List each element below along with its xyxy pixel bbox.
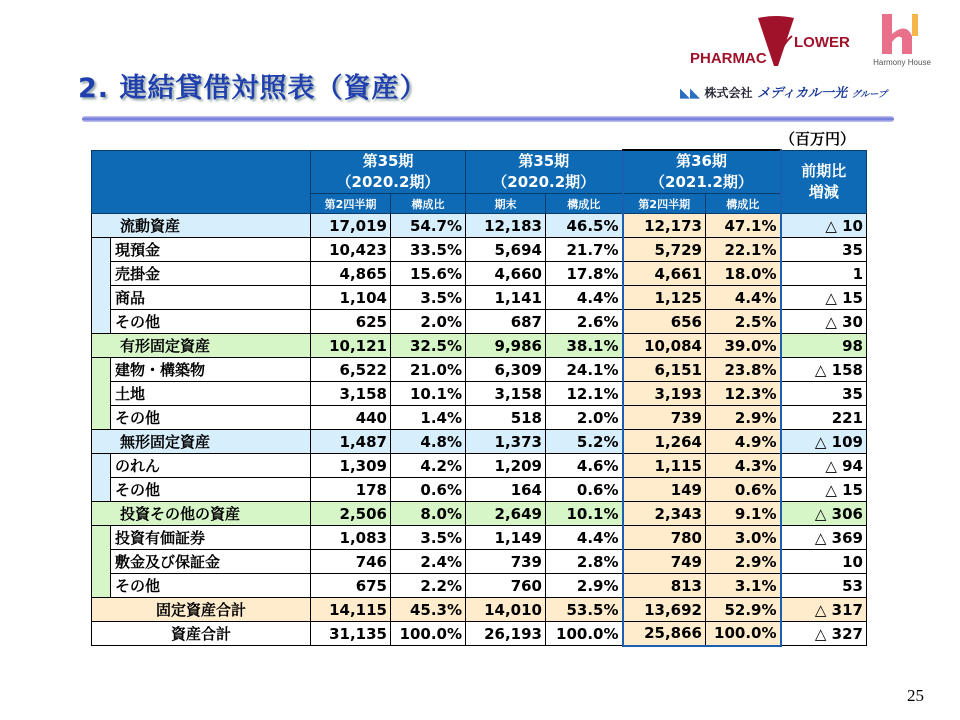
medical-ikkou-logo: ◣◣ 株式会社 メディカル一光 グループ	[680, 86, 887, 101]
group-strip	[92, 382, 111, 406]
cell-value: 221	[781, 406, 867, 430]
cell-value: 6,151	[623, 358, 706, 382]
row-label: その他	[111, 406, 311, 430]
table-row	[92, 550, 867, 574]
cell-value: 24.1%	[546, 358, 623, 382]
header-sub: 第2四半期	[623, 194, 706, 214]
cell-value: 2,649	[466, 502, 546, 526]
cell-value: 14,115	[311, 598, 391, 622]
cell-value: 0.6%	[391, 478, 466, 502]
section-label: 流動資産	[92, 214, 311, 238]
cell-value: △ 30	[781, 310, 867, 334]
logo-text-right: LOWER	[794, 34, 850, 51]
cell-value: △ 306	[781, 502, 867, 526]
cell-value: 2.6%	[546, 310, 623, 334]
cell-value: 6,522	[311, 358, 391, 382]
cell-value: 2.0%	[546, 406, 623, 430]
table-row	[92, 334, 867, 358]
row-label: その他	[111, 310, 311, 334]
group-strip	[92, 550, 111, 574]
header-sub: 構成比	[546, 194, 623, 214]
cell-value: 1,264	[623, 430, 706, 454]
cell-value: 780	[623, 526, 706, 550]
cell-value: 4.9%	[706, 430, 781, 454]
group-strip	[92, 262, 111, 286]
cell-value: 2,506	[311, 502, 391, 526]
cell-value: 10.1%	[391, 382, 466, 406]
cell-value: 749	[623, 550, 706, 574]
table-row	[92, 262, 867, 286]
cell-value: 2.2%	[391, 574, 466, 598]
row-label: 売掛金	[111, 262, 311, 286]
cell-value: 10,121	[311, 334, 391, 358]
table-row	[92, 502, 867, 526]
harmony-h-icon	[872, 14, 932, 58]
cell-value: △ 158	[781, 358, 867, 382]
cell-value: 10.1%	[546, 502, 623, 526]
cell-value: △ 369	[781, 526, 867, 550]
cell-value: 14,010	[466, 598, 546, 622]
cell-value: △ 10	[781, 214, 867, 238]
group-strip	[92, 454, 111, 478]
cell-value: 22.1%	[706, 238, 781, 262]
cell-value: 687	[466, 310, 546, 334]
cell-value: 12.1%	[546, 382, 623, 406]
header-period-1: 第35期 （2020.2期）	[311, 150, 466, 194]
cell-value: 3.5%	[391, 286, 466, 310]
cell-value: 15.6%	[391, 262, 466, 286]
page-number: 25	[907, 686, 924, 705]
cell-value: 739	[623, 406, 706, 430]
cell-value: 3.0%	[706, 526, 781, 550]
cell-value: 47.1%	[706, 214, 781, 238]
cell-value: 5,694	[466, 238, 546, 262]
group-strip	[92, 526, 111, 550]
cell-value: 2.5%	[706, 310, 781, 334]
cell-value: 2.4%	[391, 550, 466, 574]
cell-value: 0.6%	[546, 478, 623, 502]
cell-value: 4.4%	[546, 526, 623, 550]
cell-value: 33.5%	[391, 238, 466, 262]
cell-value: 21.0%	[391, 358, 466, 382]
cell-value: 746	[311, 550, 391, 574]
table-row	[92, 310, 867, 334]
cell-value: 178	[311, 478, 391, 502]
cell-value: 21.7%	[546, 238, 623, 262]
cell-value: 1,125	[623, 286, 706, 310]
group-strip	[92, 238, 111, 262]
cell-value: 625	[311, 310, 391, 334]
cell-value: 4.6%	[546, 454, 623, 478]
table-row	[92, 430, 867, 454]
table-row	[92, 478, 867, 502]
cell-value: 0.6%	[706, 478, 781, 502]
table-row	[92, 382, 867, 406]
cell-value: △ 327	[781, 622, 867, 646]
cell-value: 3.1%	[706, 574, 781, 598]
cell-value: 3,158	[311, 382, 391, 406]
section-label: 投資その他の資産	[92, 502, 311, 526]
cell-value: 2.9%	[706, 550, 781, 574]
cell-value: 2.0%	[391, 310, 466, 334]
header-change: 前期比 増減	[781, 150, 867, 214]
group-strip	[92, 358, 111, 382]
header-sub: 期末	[466, 194, 546, 214]
group-strip	[92, 310, 111, 334]
cell-value: 39.0%	[706, 334, 781, 358]
cell-value: 35	[781, 382, 867, 406]
cell-value: 1,309	[311, 454, 391, 478]
table-row	[92, 406, 867, 430]
cell-value: 100.0%	[706, 622, 781, 646]
cell-value: 100.0%	[391, 622, 466, 646]
table-row	[92, 238, 867, 262]
cell-value: △ 317	[781, 598, 867, 622]
cell-value: 1.4%	[391, 406, 466, 430]
cell-value: 675	[311, 574, 391, 598]
cell-value: 12,183	[466, 214, 546, 238]
group-strip	[92, 478, 111, 502]
cell-value: 4,661	[623, 262, 706, 286]
cell-value: 8.0%	[391, 502, 466, 526]
cell-value: 13,692	[623, 598, 706, 622]
cell-value: 1,209	[466, 454, 546, 478]
cell-value: 4.3%	[706, 454, 781, 478]
table-row	[92, 214, 867, 238]
cell-value: 4,660	[466, 262, 546, 286]
row-label: 商品	[111, 286, 311, 310]
cell-value: 38.1%	[546, 334, 623, 358]
cell-value: 3,158	[466, 382, 546, 406]
row-label: その他	[111, 574, 311, 598]
cell-value: 1	[781, 262, 867, 286]
cell-value: 1,487	[311, 430, 391, 454]
cell-value: 2.9%	[546, 574, 623, 598]
cell-value: 4.2%	[391, 454, 466, 478]
row-label: 敷金及び保証金	[111, 550, 311, 574]
cell-value: 656	[623, 310, 706, 334]
table-row	[92, 358, 867, 382]
cell-value: 35	[781, 238, 867, 262]
cell-value: 10,423	[311, 238, 391, 262]
cell-value: 1,141	[466, 286, 546, 310]
cell-value: 4.4%	[546, 286, 623, 310]
cell-value: 2.9%	[706, 406, 781, 430]
table-row	[92, 574, 867, 598]
cell-value: 17.8%	[546, 262, 623, 286]
cell-value: 9,986	[466, 334, 546, 358]
row-label: 固定資産合計	[92, 598, 311, 622]
cell-value: △ 109	[781, 430, 867, 454]
cell-value: 2,343	[623, 502, 706, 526]
cell-value: 52.9%	[706, 598, 781, 622]
cell-value: 440	[311, 406, 391, 430]
unit-label: （百万円）	[780, 130, 856, 148]
balance-sheet-table	[91, 149, 867, 647]
row-label: 投資有価証券	[111, 526, 311, 550]
cell-value: 23.8%	[706, 358, 781, 382]
cell-value: 12,173	[623, 214, 706, 238]
table-row	[92, 286, 867, 310]
pharmacy-flower-logo	[690, 14, 860, 74]
cell-value: 1,115	[623, 454, 706, 478]
cell-value: 1,083	[311, 526, 391, 550]
cell-value: 6,309	[466, 358, 546, 382]
header-sub: 構成比	[706, 194, 781, 214]
row-label: 建物・構築物	[111, 358, 311, 382]
cell-value: 100.0%	[546, 622, 623, 646]
title-underline	[82, 116, 894, 122]
header-sub: 第2四半期	[311, 194, 391, 214]
row-label: その他	[111, 478, 311, 502]
cell-value: 5.2%	[546, 430, 623, 454]
cell-value: 31,135	[311, 622, 391, 646]
cell-value: 4.8%	[391, 430, 466, 454]
cell-value: 1,149	[466, 526, 546, 550]
cell-value: △ 15	[781, 286, 867, 310]
row-label: 土地	[111, 382, 311, 406]
cell-value: 164	[466, 478, 546, 502]
cell-value: 518	[466, 406, 546, 430]
cell-value: 12.3%	[706, 382, 781, 406]
cell-value: 32.5%	[391, 334, 466, 358]
cell-value: 1,104	[311, 286, 391, 310]
header-period-2: 第35期 （2020.2期）	[466, 150, 623, 194]
cell-value: 10	[781, 550, 867, 574]
cell-value: 739	[466, 550, 546, 574]
table-row	[92, 454, 867, 478]
cell-value: 813	[623, 574, 706, 598]
cell-value: 9.1%	[706, 502, 781, 526]
cell-value: 26,193	[466, 622, 546, 646]
cell-value: 46.5%	[546, 214, 623, 238]
group-strip	[92, 286, 111, 310]
cell-value: 53.5%	[546, 598, 623, 622]
cell-value: 1,373	[466, 430, 546, 454]
table-row	[92, 622, 867, 646]
cell-value: 760	[466, 574, 546, 598]
cell-value: 98	[781, 334, 867, 358]
group-strip	[92, 574, 111, 598]
row-label: 資産合計	[92, 622, 311, 646]
cell-value: 4,865	[311, 262, 391, 286]
table-row	[92, 598, 867, 622]
cell-value: 5,729	[623, 238, 706, 262]
cell-value: 54.7%	[391, 214, 466, 238]
header-period-3: 第36期 （2021.2期）	[623, 150, 781, 194]
table-row	[92, 526, 867, 550]
cell-value: △ 94	[781, 454, 867, 478]
cell-value: 17,019	[311, 214, 391, 238]
cell-value: 25,866	[623, 622, 706, 646]
cell-value: 3,193	[623, 382, 706, 406]
cell-value: 10,084	[623, 334, 706, 358]
row-label: のれん	[111, 454, 311, 478]
header-blank	[92, 150, 311, 214]
cell-value: 2.8%	[546, 550, 623, 574]
cell-value: 53	[781, 574, 867, 598]
logo-text-left: PHARMAC	[690, 50, 767, 67]
section-label: 有形固定資産	[92, 334, 311, 358]
cell-value: 18.0%	[706, 262, 781, 286]
page-title: 2. 連結貸借対照表（資産）	[78, 73, 428, 104]
stripes-icon: ◣◣	[680, 86, 700, 101]
cell-value: 3.5%	[391, 526, 466, 550]
cell-value: 45.3%	[391, 598, 466, 622]
group-strip	[92, 406, 111, 430]
section-label: 無形固定資産	[92, 430, 311, 454]
header-sub: 構成比	[391, 194, 466, 214]
row-label: 現預金	[111, 238, 311, 262]
cell-value: 4.4%	[706, 286, 781, 310]
harmony-house-logo: Harmony House	[872, 14, 932, 70]
cell-value: △ 15	[781, 478, 867, 502]
cell-value: 149	[623, 478, 706, 502]
